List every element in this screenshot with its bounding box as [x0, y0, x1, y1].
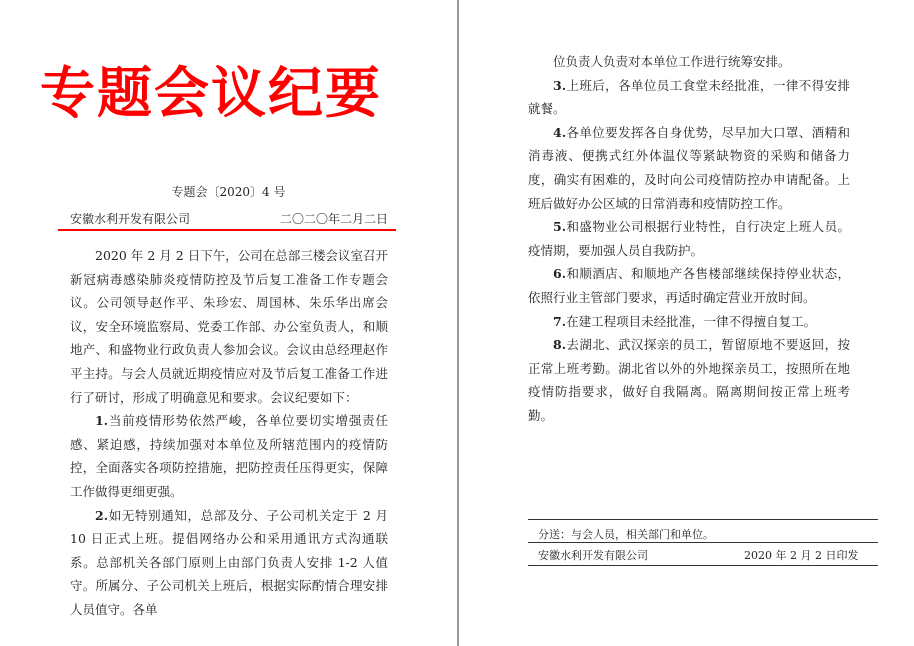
red-separator-line	[58, 229, 396, 231]
item-5-text: 和盛物业公司根据行业特性，自行决定上班人员。疫情期，要加强人员自我防护。	[528, 219, 850, 258]
item-7	[528, 310, 850, 334]
item-7-text: 在建工程项目未经批准，一律不得擅自复工。	[566, 313, 817, 329]
item-5-number: 5.	[553, 219, 567, 235]
footer-bottom-rule	[528, 565, 878, 566]
item-8-text: 去湖北、武汉探亲的员工，暂留原地不要返回，按正常上班考勤。湖北省以外的外地探亲员工，按照所在地疫情防指要求，做好自我隔离。隔离期间按正常上班考勤。	[528, 337, 850, 423]
item-5	[528, 215, 850, 262]
left-body-text	[70, 244, 388, 622]
page-divider	[457, 0, 459, 646]
item-1-number: 1.	[95, 413, 109, 429]
continuation-text: 位负责人负责对本单位工作进行统筹安排。	[553, 54, 791, 69]
item-2-text: 如无特别通知，总部及分、子公司机关定于 2 月 10 日正式上班。提倡网络办公和采用通讯方式沟通联系。总部机关各部门原则上由部门负责人安排 1-2 人值守。所属分、子公司机关上班后，根据实际酌情合理安排人员值守。各单	[70, 507, 388, 617]
document-title: 专题会议纪要	[40, 61, 383, 125]
print-date: 2020 年 2 月 2 日印发	[744, 549, 859, 562]
item-1	[70, 409, 388, 503]
item-4-number: 4.	[553, 124, 567, 140]
item-4	[528, 121, 850, 215]
footer-top-rule	[528, 519, 878, 520]
item-6-number: 6.	[553, 266, 567, 282]
item-8-number: 8.	[553, 337, 567, 353]
item-1-text: 当前疫情形势依然严峻，各单位要切实增强责任感、紧迫感，持续加强对本单位及所辖范围内的疫情防控，全面落实各项防控措施，把防控责任压得更实，保障工作做得更细更强。	[70, 413, 388, 499]
footer-middle-rule	[528, 542, 878, 543]
footer-issuer: 安徽水利开发有限公司	[538, 549, 648, 562]
item-3-text: 上班后，各单位员工食堂未经批准，一律不得安排就餐。	[528, 77, 850, 117]
item-6	[528, 262, 850, 309]
issue-date: 二〇二〇年二月二日	[279, 212, 388, 226]
item-4-text: 各单位要发挥各自身优势，尽早加大口罩、酒精和消毒液、便携式红外体温仪等紧缺物资的采购和储备力度，确实有困难的，及时向公司疫情防控办申请配备。上班后做好办公区域的日常消毒和疫情防控工作。	[528, 124, 850, 211]
item-8	[528, 333, 850, 427]
intro-paragraph: 2020 年 2 月 2 日下午，公司在总部三楼会议室召开新冠病毒感染肺炎疫情防控及节后复工准备工作专题会议。公司领导赵作平、朱珍宏、周国林、朱乐华出席会议，安全环境监察局、党委工作部、办公室负责人，和顺地产、和盛物业行政负责人参加会议。会议由总经理赵作平主持。与会人员就近期疫情应对及节后复工准备工作进行了研讨，形成了明确意见和要求。会议纪要如下：	[70, 248, 388, 405]
item-3-number: 3.	[553, 77, 567, 93]
item-7-number: 7.	[553, 313, 567, 329]
right-body-text	[528, 50, 850, 428]
distribution-line: 分送：与会人员，相关部门和单位。	[538, 528, 714, 541]
issuer-name: 安徽水利开发有限公司	[70, 212, 191, 226]
item-2-number: 2.	[95, 507, 109, 523]
document-number: 专题会〔2020〕4 号	[171, 185, 286, 199]
item-6-text: 和顺酒店、和顺地产各售楼部继续保持停业状态，依照行业主管部门要求，再适时确定营业开放时间。	[528, 266, 850, 305]
item-3	[528, 74, 850, 121]
item-2	[70, 504, 388, 622]
